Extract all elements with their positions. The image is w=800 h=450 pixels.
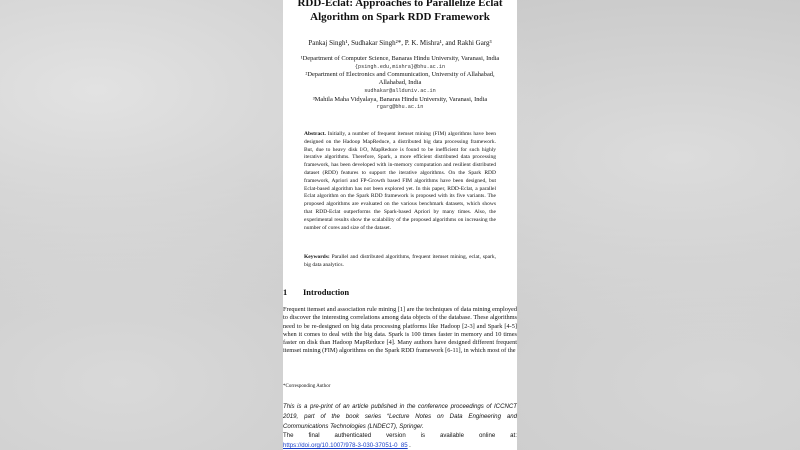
affiliation-2-email: sudhakar@allduniv.ac.in: [364, 88, 436, 94]
keywords-label: Keywords:: [304, 254, 330, 260]
doi-suffix: .: [407, 442, 412, 450]
paper-title: [283, 0, 517, 24]
author-list: Pankaj Singh¹, Sudhakar Singh²*, P. K. Mishra¹, and Rakhi Garg³: [308, 39, 492, 47]
section-number: 1: [283, 287, 288, 297]
section-title: Introduction: [303, 287, 350, 297]
doi-line: [283, 441, 517, 450]
final-version-line: [283, 431, 517, 441]
final-word: is: [420, 432, 426, 440]
final-word: final: [308, 432, 320, 440]
abstract: [304, 131, 496, 232]
final-word: authenticated: [334, 432, 372, 440]
affiliation-1-email: {psingh.edu,mishra}@bhu.ac.in: [354, 64, 446, 70]
final-word: at:: [510, 432, 517, 440]
final-word: version: [386, 432, 406, 440]
affiliation-3-email: rgarg@bhu.ac.in: [376, 104, 424, 110]
keywords: [304, 254, 496, 270]
keywords-text: Parallel and distributed algorithms, frequent itemset mining, eclat, spark, big data analytics.: [304, 254, 496, 268]
abstract-text: Initially, a number of frequent itemset mining (FIM) algorithms have been designed on the Hadoop MapReduce, a distributed big data processing framework. But, due to heavy disk I/O, MapReduce is found to be inefficient for such highly iterative algorithms. Therefore, Spark, a more efficient distributed data processing framework, has been developed with in-memory computation and resilient distributed dataset (RDD) features to support the iterative algorithms. On the Spark RDD framework, Apriori and FP-Growth based FIM algorithms have been designed, but Eclat-based algorithm has not been explored yet. In this paper, RDD-Eclat, a parallel Eclat algorithm on the Spark RDD framework is proposed with its five variants. The proposed algorithms are evaluated on the various benchmark datasets, which shows that RDD-Eclat outperforms the Spark-based Apriori by many times. Also, the experimental results show the scalability of the proposed algorithms on increasing the number of cores and size of the dataset.: [304, 131, 497, 231]
final-word: The: [283, 432, 294, 440]
abstract-label: Abstract.: [304, 131, 326, 137]
affiliation-1: ¹Department of Computer Science, Banaras Hindu University, Varanasi, India: [300, 55, 500, 62]
affiliation-2-line-2: Allahabad, India: [378, 79, 422, 86]
paper-title-line-2: Algorithm on Spark RDD Framework: [310, 11, 490, 23]
preprint-note: [283, 402, 517, 450]
pdf-page: [283, 0, 517, 450]
preprint-note-text: This is a pre-print of an article published in the conference proceedings of ICCNCT 2019, part of the book series “Lecture Notes on Data Engineering and Communications Technologies (LNDECT), Springer.: [283, 403, 517, 430]
paper-title-line-1: RDD-Eclat: Approaches to Parallelize Eclat: [297, 0, 503, 9]
final-word: online: [478, 432, 496, 440]
corresponding-author-footnote: *Corresponding Author: [283, 384, 331, 389]
doi-link[interactable]: https://doi.org/10.1007/978-3-030-37051-0_85: [283, 442, 408, 450]
affiliation-2-line-1: ²Department of Electronics and Communication, University of Allahabad,: [305, 71, 495, 78]
introduction-paragraph: Frequent itemset and association rule mining [1] are the techniques of data mining employed to discover the interesting correlations among data objects of the database. These algorithms need to be re-designed on big data processing platforms like Hadoop [2-3] and Spark [4-5] when it comes to deal with the big data. Spark is 100 times faster in memory and 10 times faster on disk than Hadoop MapReduce [4]. Many authors have designed different frequent itemset mining (FIM) algorithms on the Spark RDD framework [6-11], in which most of the: [283, 306, 517, 355]
affiliation-3: ³Mahila Maha Vidyalaya, Banaras Hindu University, Varanasi, India: [312, 96, 488, 103]
final-word: available: [439, 432, 465, 440]
